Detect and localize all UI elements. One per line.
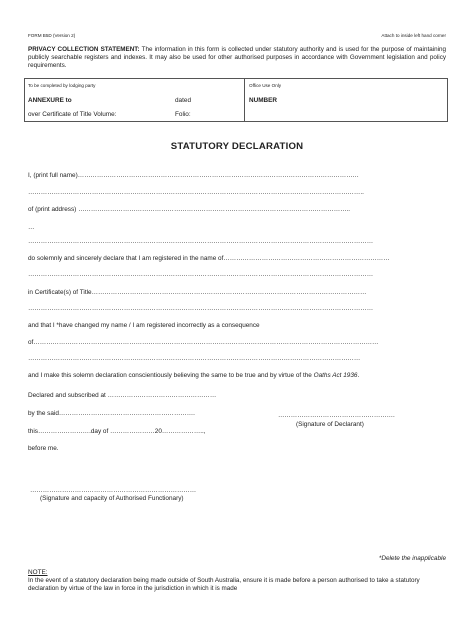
registered-name-continued-field[interactable]: ……………………………………………………………………………………………………………………………………………… [28,271,374,278]
consequence-field[interactable]: of……………………………………………………………………………………………………………………………………………… [28,339,379,346]
note-text: In the event of a statutory declaration being made outside of South Australia, ensure it is made before a person authorised to take a statutory declaration by virtue of the law in force in the jurisdiction in which it is made [28,577,420,593]
certificates-field[interactable]: in Certificate(s) of Title………………………………………………………………………………………………………………… [28,289,367,296]
privacy-heading: PRIVACY COLLECTION STATEMENT: [28,46,140,53]
delete-note: *Delete the inapplicable [378,555,446,562]
name-change-statement: and that I *have changed my name / I am registered incorrectly as a consequence [28,322,260,329]
solemn-declaration-statement [28,372,359,379]
consequence-continued-field[interactable]: ………………………………………………………………………………………………………………………………………… [28,355,361,362]
solemn-prefix: and I make this solemn declaration conscientiously believing the same to be true and by virtue of the [28,372,314,379]
declared-at-field[interactable]: Declared and subscribed at …………………………………………… [28,392,217,399]
address-short-field[interactable]: … [28,224,35,231]
by-the-said-field[interactable]: by the said………………………………………………………. [28,410,195,417]
solemn-suffix: . [357,372,360,379]
number-label: NUMBER [249,97,278,104]
declarant-signature-field[interactable]: ………………………………………………. [278,412,395,419]
completed-by-label: To be completed by lodging party [28,83,96,88]
privacy-statement [28,46,446,71]
functionary-signature-label: (Signature and capacity of Authorised Functionary) [40,495,184,502]
privacy-text: The information in this form is collected under statutory authority and is used for the purpose of maintaining publicly searchable registers and indexes. It may also be used for other authorised purposes in accordance with Government legislation and policy requirements. [28,46,447,70]
dated-label: dated [175,97,191,104]
functionary-signature-field[interactable]: …………………………………………………………………… [30,487,197,494]
box-divider [244,78,245,122]
annexure-label: ANNEXURE to [28,97,72,104]
declarant-signature-label: (Signature of Declarant) [296,421,364,428]
attach-note: Attach to inside left hand corner [381,33,446,38]
certificate-label: over Certificate of Title Volume: [28,111,117,118]
folio-label: Folio: [175,111,191,118]
oaths-act: Oaths Act 1936 [313,372,358,379]
date-field[interactable]: this…………………….day of …………………20……………….., [28,428,206,435]
address-field[interactable]: of (print address) ……………………………………………………………………………………………………………….. [28,206,351,213]
full-name-field[interactable]: I, (print full name)…………………………………………………………………………………………………………………… [28,172,359,179]
form-id: FORM B5D (Version 2) [28,33,76,38]
registered-name-field[interactable]: do solemnly and sincerely declare that I am registered in the name of…………………………………………………………………… [28,255,390,262]
full-name-continued-field[interactable]: ………………………………………………………………………………………………………………………………………….. [28,189,364,196]
note-heading: NOTE: [28,569,48,576]
certificates-continued-field[interactable]: ……………………………………………………………………………………………………………………………………………… [28,305,374,312]
office-use-label: Office Use Only [249,83,282,88]
document-title: STATUTORY DECLARATION [170,141,304,152]
address-continued-field[interactable]: ……………………………………………………………………………………………………………………………………………… [28,238,374,245]
before-me-label: before me. [28,445,59,452]
